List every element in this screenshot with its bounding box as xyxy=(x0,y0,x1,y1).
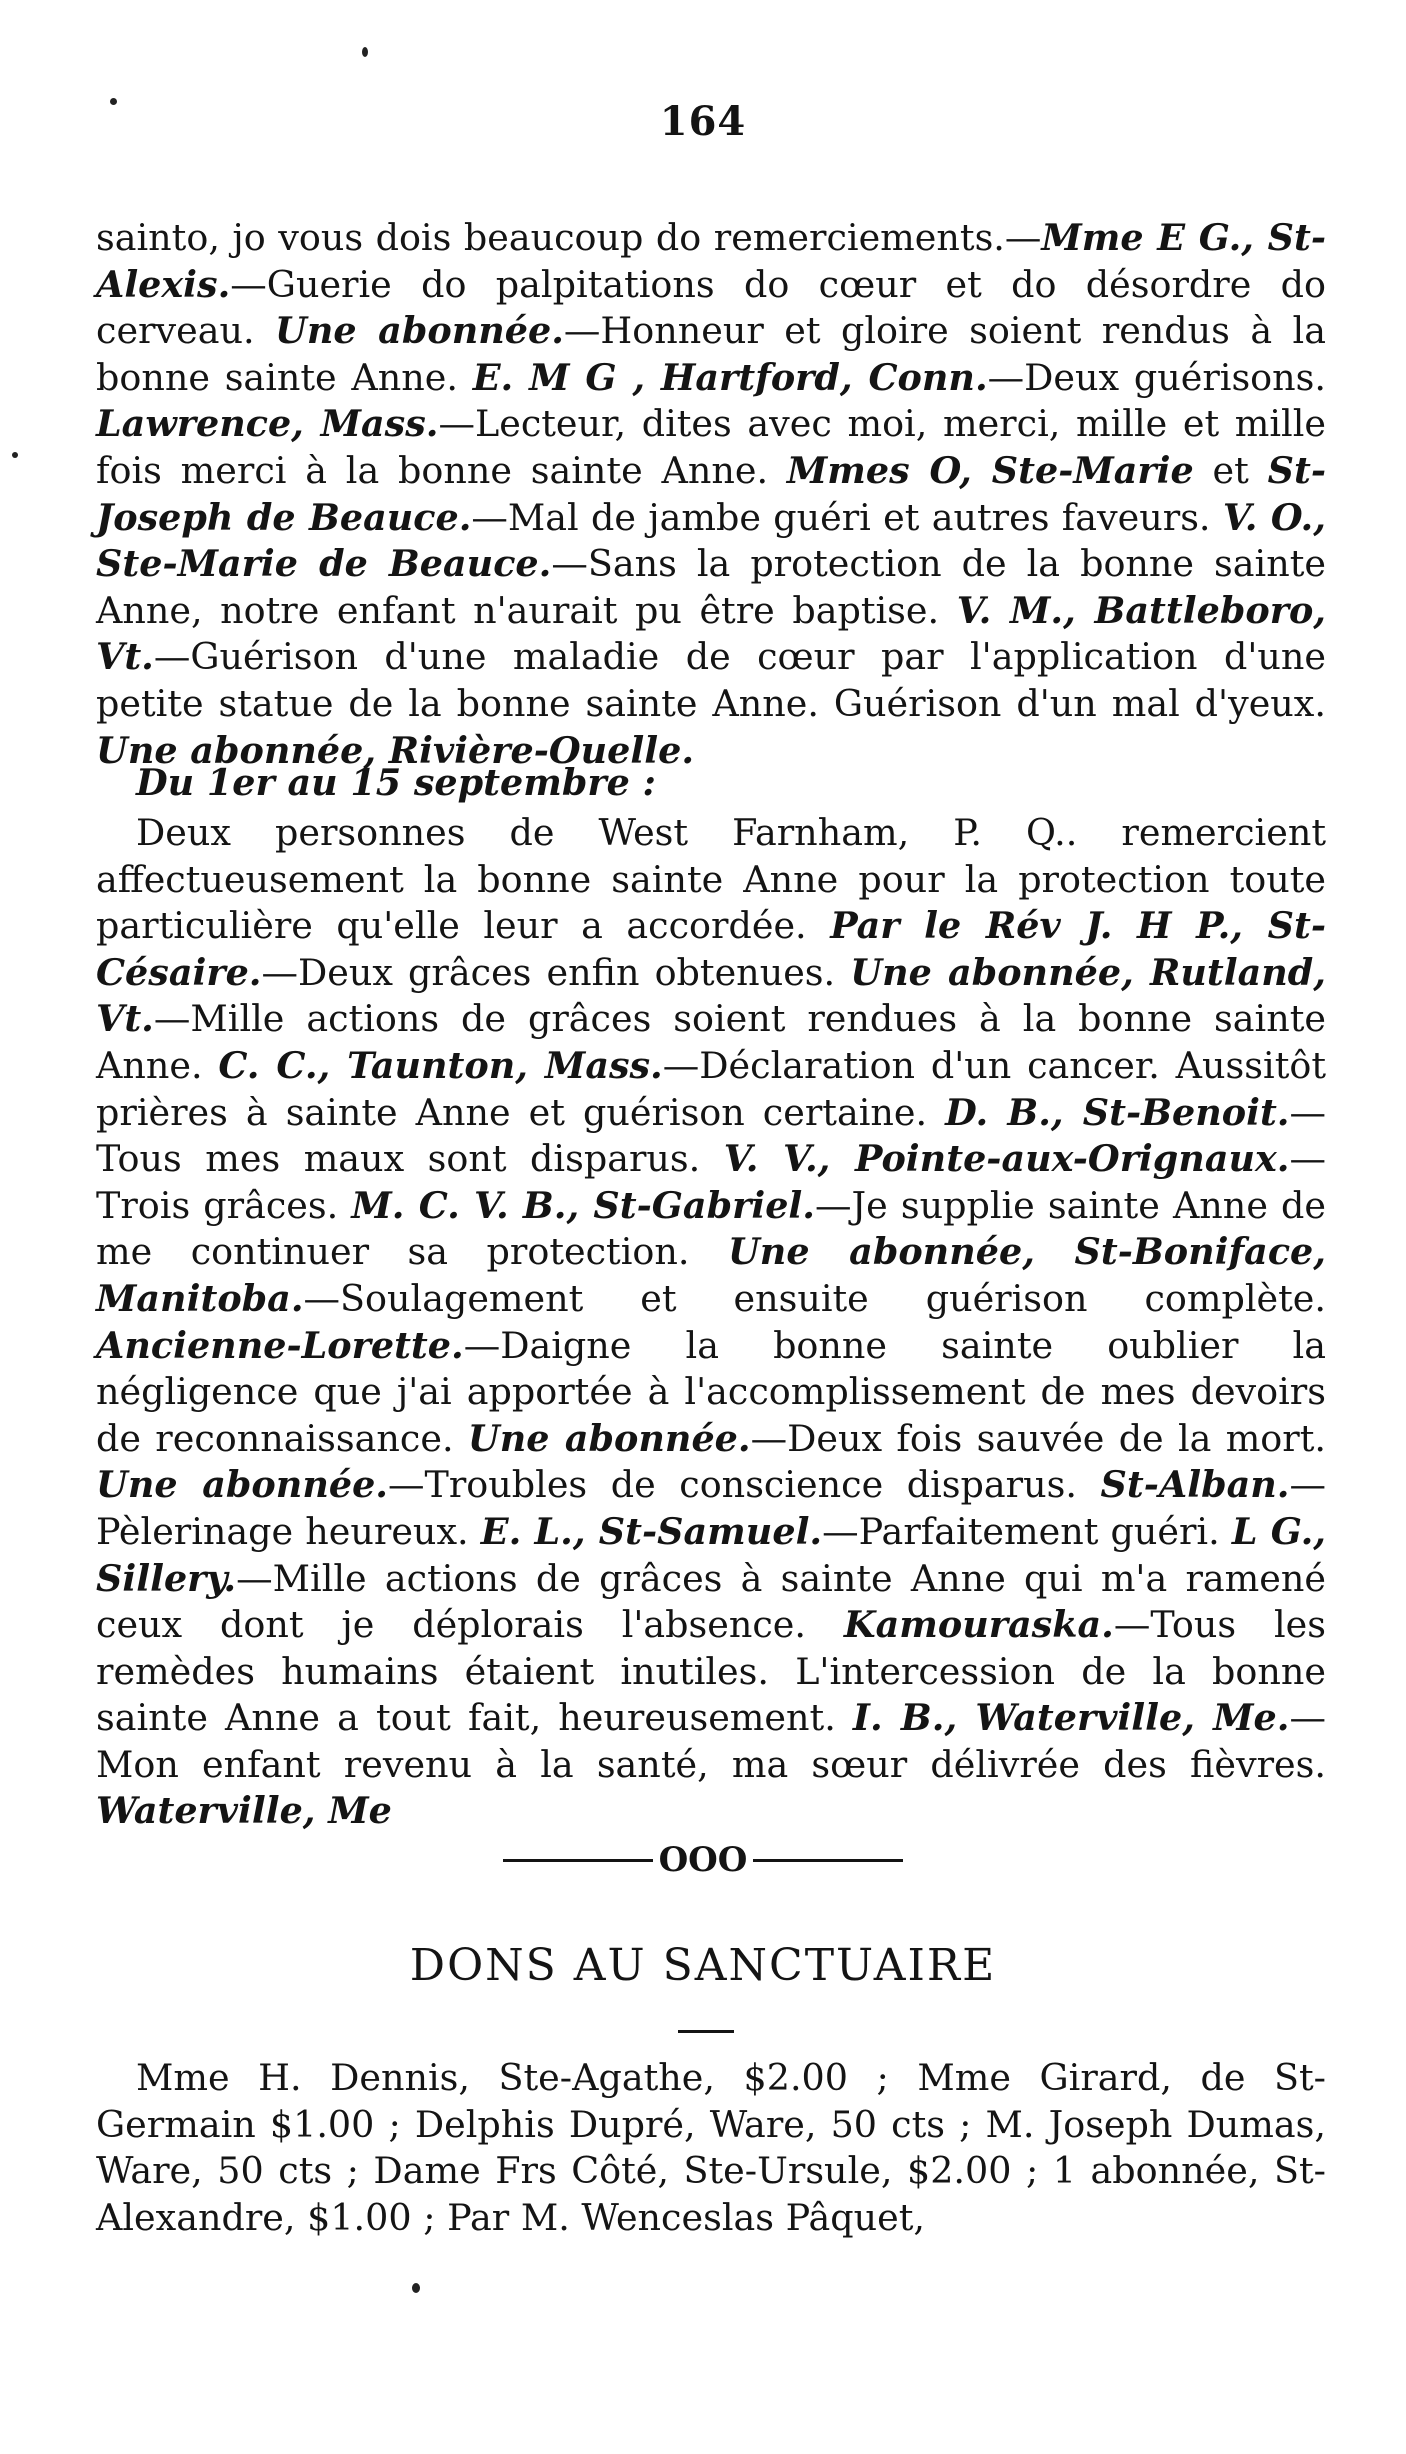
attribution-text: Kamouraska. xyxy=(843,1603,1114,1647)
attribution-text: Par le Rév J. H P., St-Césaire. xyxy=(96,904,1326,994)
attribution-text: Une abonnée, Rutland, Vt. xyxy=(96,950,1326,1041)
body-text: —Deux grâces enfin obtenues. xyxy=(261,950,851,994)
print-speck xyxy=(110,98,117,105)
attribution-text: D. B., St-Benoit. xyxy=(945,1090,1290,1134)
body-text: —Deux guérisons. xyxy=(987,355,1326,399)
body-text: —Déclaration d'un cancer. Aussitôt prières à sainte Anne et guérison certaine. xyxy=(96,1043,1326,1134)
dons-paragraph xyxy=(96,2055,1326,2241)
body-text: —Trois grâces. xyxy=(96,1137,1327,1227)
attribution-text: E. L., St-Samuel. xyxy=(480,1509,823,1553)
body-text: —Guérison d'une maladie de cœur par l'application d'une petite statue de la bonne sainte Anne. Guérison d'un mal d'yeux. xyxy=(96,635,1326,725)
body-text: —Lecteur, dites avec moi, merci, mille et mille fois merci à la bonne sainte Anne. xyxy=(96,402,1326,492)
body-text: —Tous mes maux sont disparus. xyxy=(96,1090,1327,1181)
body-text: —Guerie do palpitations do cœur et do désordre do cerveau. xyxy=(96,262,1326,353)
attribution-text: L G., Sillery. xyxy=(96,1509,1326,1600)
intro-paragraph xyxy=(96,215,1326,774)
attribution-text: Ancienne-Lorette. xyxy=(96,1323,464,1367)
body-text: —Je supplie sainte Anne de me continuer sa protection. xyxy=(96,1183,1326,1274)
body-text: —Tous les remèdes humains étaient inutiles. L'intercession de la bonne sainte Anne a tout fait, heureusement. xyxy=(96,1603,1326,1740)
body-text: —Soulagement et ensuite guérison complète. xyxy=(303,1276,1326,1320)
attribution-text: Lawrence, Mass. xyxy=(96,402,439,446)
attribution-text: I. B., Waterville, Me. xyxy=(852,1696,1290,1740)
page-number: 164 xyxy=(659,98,747,145)
divider-line-right xyxy=(753,1859,903,1862)
divider-line-left xyxy=(503,1859,653,1862)
attribution-text: St-Alban. xyxy=(1100,1463,1290,1507)
body-text: —Troubles de conscience disparus. xyxy=(388,1463,1101,1507)
attribution-text: St-Joseph de Beauce. xyxy=(96,448,1326,539)
section-heading: Du 1er au 15 septembre : xyxy=(136,761,657,804)
attribution-text: V. O., Ste-Marie de Beauce. xyxy=(96,495,1326,586)
attribution-text: Une abonnée, Rivière-Ouelle. xyxy=(96,728,695,772)
body-text: —Mal de jambe guéri et autres faveurs. xyxy=(471,495,1223,539)
body-text: —Pèlerinage heureux. xyxy=(96,1463,1326,1553)
section-divider xyxy=(0,1838,1406,1880)
dons-heading: DONS AU SANCTUAIRE xyxy=(409,1940,997,1991)
september-paragraph xyxy=(96,810,1326,1835)
attribution-text: C. C., Taunton, Mass. xyxy=(218,1043,663,1087)
body-text: —Honneur et gloire soient rendus à la bonne sainte Anne. xyxy=(96,309,1326,399)
divider-ornament: OOO xyxy=(658,1840,748,1880)
attribution-text: Une abonnée, St-Boniface, Manitoba. xyxy=(96,1230,1326,1320)
attribution-text: Une abonnée. xyxy=(96,1463,389,1507)
attribution-text: V. M., Battleboro, Vt. xyxy=(96,588,1326,679)
attribution-text: Une abonnée. xyxy=(275,309,564,353)
attribution-text: Waterville, Me xyxy=(96,1789,392,1833)
body-text: —Sans la protection de la bonne sainte Anne, notre enfant n'aurait pu être baptise. xyxy=(96,542,1326,632)
body-text: Mme H. Dennis, Ste-Agathe, $2.00 ; Mme Girard, de St-Germain $1.00 ; Delphis Dupré, Ware, 50 cts ; M. Joseph Dumas, Ware, 50 cts ; Dame Frs Côté, Ste-Ursule, $2.00 ; 1 abonnée, St-Alexandre, $1.00 ; Par M. Wenceslas Pâquet, xyxy=(96,2056,1326,2239)
short-rule xyxy=(678,2030,734,2033)
attribution-text: V. V., Pointe-aux-Orignaux. xyxy=(723,1137,1290,1181)
print-speck xyxy=(12,452,18,458)
attribution-text: Une abonnée. xyxy=(467,1416,751,1460)
attribution-text: M. C. V. B., St-Gabriel. xyxy=(351,1183,815,1227)
body-text: sainto, jo vous dois beaucoup do remerciements.— xyxy=(96,216,1042,259)
attribution-text: Mmes O, Ste-Marie xyxy=(786,448,1194,492)
body-text: —Mon enfant revenu à la santé, ma sœur délivrée des fièvres. xyxy=(96,1696,1326,1786)
body-text: —Parfaitement guéri. xyxy=(822,1509,1232,1553)
body-text: —Daigne la bonne sainte oublier la négligence que j'ai apportée à l'accomplissement de mes devoirs de reconnaissance. xyxy=(96,1323,1326,1460)
body-text: Deux personnes de West Farnham, P. Q.. remercient affectueusement la bonne sainte Anne pour la protection toute particulière qu'elle leur a accordée. xyxy=(96,811,1326,948)
body-text: —Mille actions de grâces à sainte Anne qui m'a ramené ceux dont je déplorais l'absence. xyxy=(96,1556,1326,1647)
body-text: —Mille actions de grâces soient rendues à la bonne sainte Anne. xyxy=(96,997,1326,1087)
body-text: et xyxy=(1193,448,1268,492)
body-text: —Deux fois sauvée de la mort. xyxy=(750,1416,1327,1460)
attribution-text: Mme E G., St-Alexis. xyxy=(96,216,1326,306)
attribution-text: E. M G , Hartford, Conn. xyxy=(472,355,988,399)
print-speck xyxy=(362,47,368,57)
print-speck xyxy=(412,2283,420,2293)
